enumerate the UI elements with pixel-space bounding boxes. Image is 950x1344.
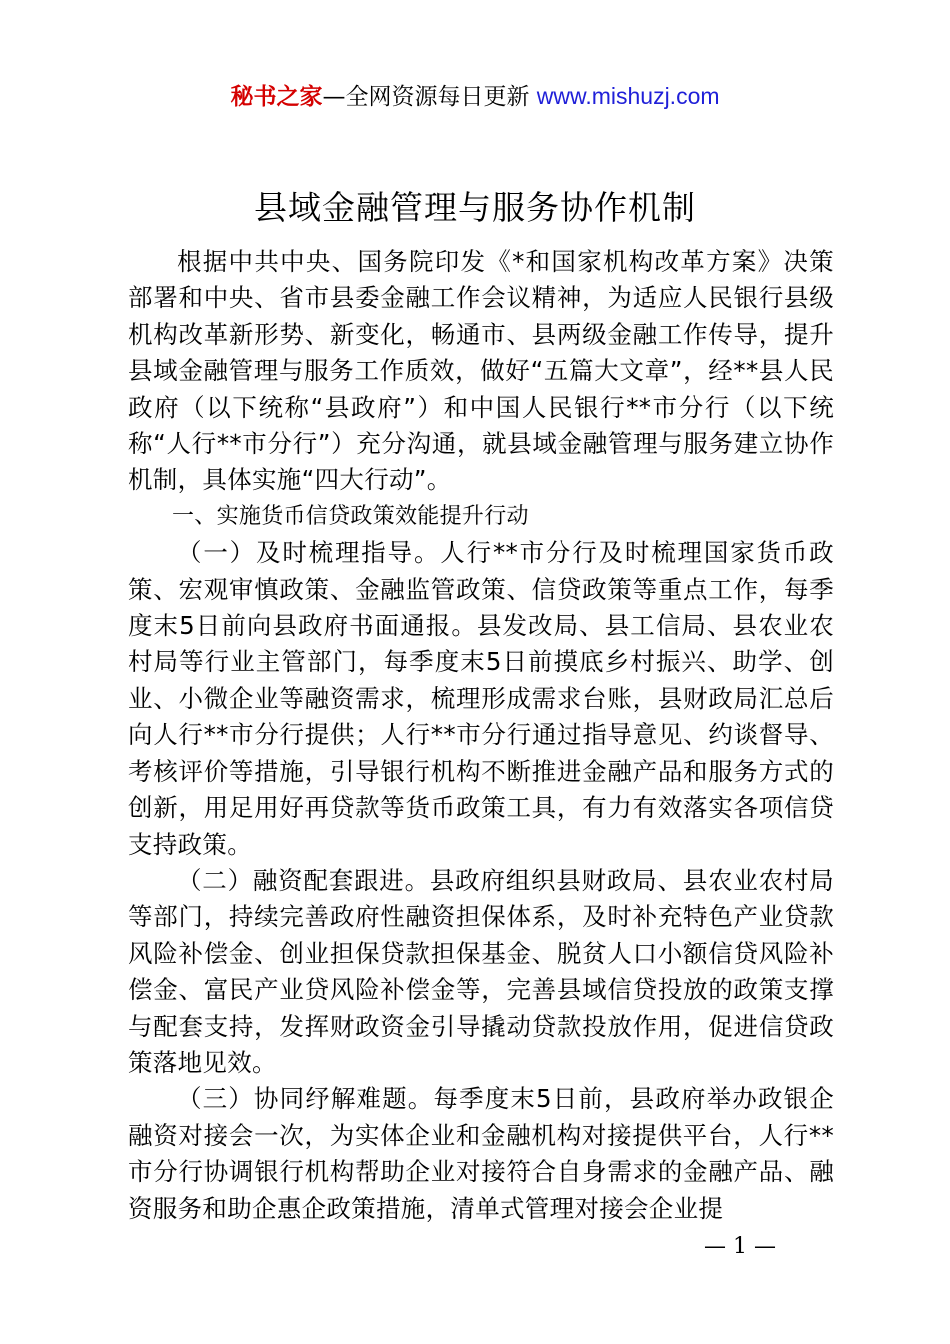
section-1-item-3: （三）协同纾解难题。每季度末5日前，县政府举办政银企融资对接会一次，为实体企业和金融机构对接提供平台，人行**市分行协调银行机构帮助企业对接符合自身需求的金融产品、融资服务和助企惠企政策措施，清单式管理对接会企业提 bbox=[128, 1084, 834, 1223]
document-body bbox=[128, 244, 834, 1227]
intro-paragraph: 根据中共中央、国务院印发《*和国家机构改革方案》决策部署和中央、省市县委金融工作会议精神，为适应人民银行县级机构改革新形势、新变化，畅通市、县两级金融工作传导，提升县域金融管理与服务工作质效，做好“五篇大文章”，经**县人民政府（以下统称“县政府”）和中国人民银行**市分行（以下统称“人行**市分行”）充分沟通，就县域金融管理与服务建立协作机制，具体实施“四大行动”。 bbox=[128, 247, 834, 495]
document-title: 县域金融管理与服务协作机制 bbox=[254, 188, 696, 227]
site-tagline: —全网资源每日更新 bbox=[322, 84, 537, 110]
section-1-item-1: （一）及时梳理指导。人行**市分行及时梳理国家货币政策、宏观审慎政策、金融监管政策、信贷政策等重点工作，每季度末5日前向县政府书面通报。县发改局、县工信局、县农业农村局等行业主管部门，每季度末5日前摸底乡村振兴、助学、创业、小微企业等融资需求，梳理形成需求台账，县财政局汇总后向人行**市分行提供；人行**市分行通过指导意见、约谈督导、考核评价等措施，引导银行机构不断推进金融产品和服务方式的创新，用足用好再贷款等货币政策工具，有力有效落实各项信贷支持政策。 bbox=[128, 538, 834, 859]
page-number: — 1 — bbox=[704, 1234, 776, 1259]
section-heading-1: 一、实施货币信贷政策效能提升行动 bbox=[172, 503, 529, 529]
site-header bbox=[0, 80, 950, 113]
site-brand: 秘书之家 bbox=[230, 84, 323, 110]
site-url-link[interactable]: www.mishuzj.com bbox=[536, 83, 720, 109]
section-1-item-2: （二）融资配套跟进。县政府组织县财政局、县农业农村局等部门，持续完善政府性融资担保体系，及时补充特色产业贷款风险补偿金、创业担保贷款担保基金、脱贫人口小额信贷风险补偿金、富民产业贷风险补偿金等，完善县域信贷投放的政策支撑与配套支持，发挥财政资金引导撬动贷款投放作用，促进信贷政策落地见效。 bbox=[128, 865, 834, 1077]
